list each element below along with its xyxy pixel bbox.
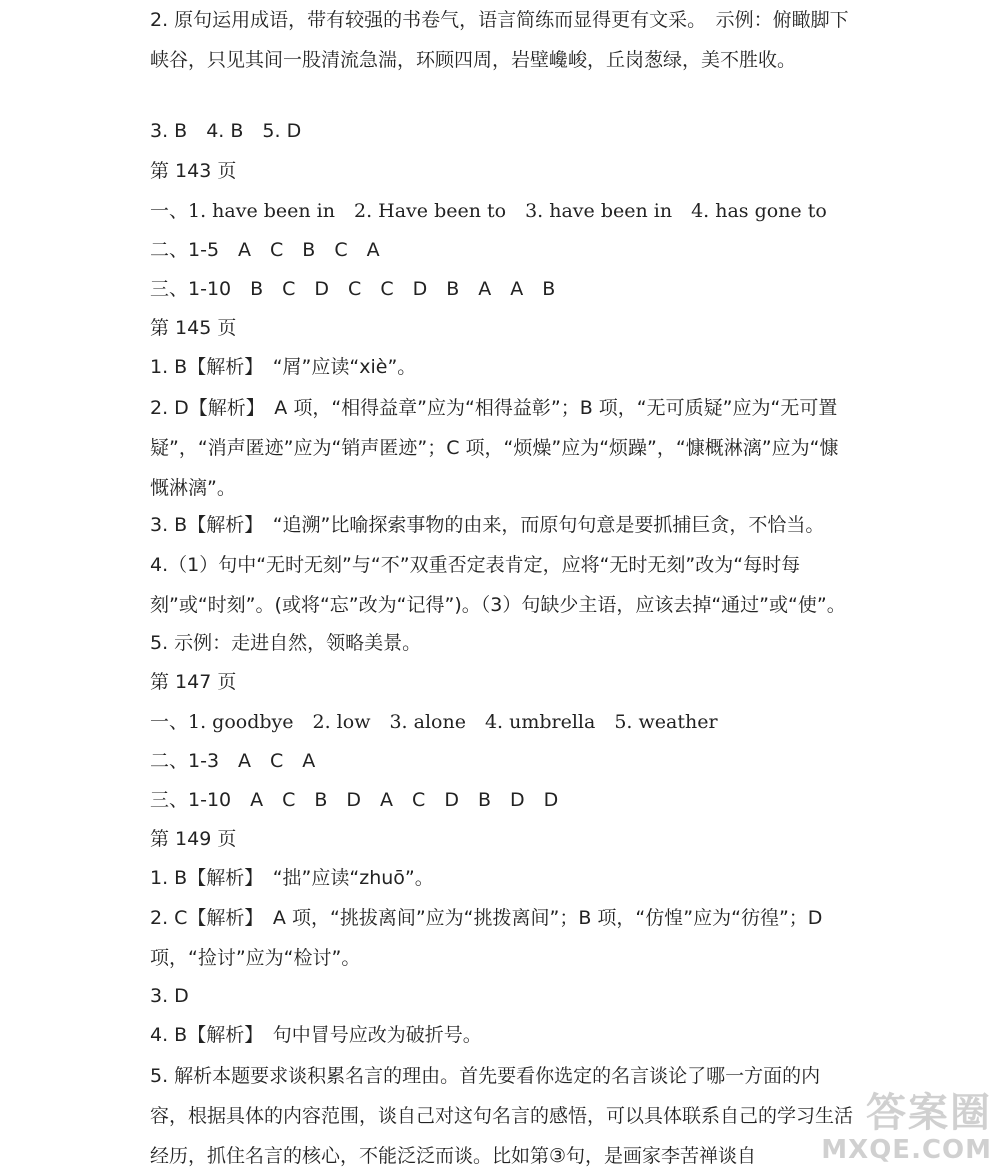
- answer-line: 2. 原句运用成语，带有较强的书卷气，语言简练而显得更有文采。 示例：俯瞰脚下峡谷，只见其间一股清流急湍，环顾四周，岩壁巉峻，丘岗葱绿，美不胜收。: [150, 9, 849, 71]
- answer-line: 2. D【解析】 A 项，“相得益章”应为“相得益彰”；B 项，“无可质疑”应为“无可置疑”，“消声匿迹”应为“销声匿迹”；C 项，“烦燥”应为“烦躁”，“慷概淋漓”应为“慷慨淋漓”。: [150, 397, 839, 499]
- answer-line: 三、1-10 B C D C C D B A A B: [150, 278, 556, 300]
- answer-line: 3. B【解析】 “追溯”比喻探索事物的由来，而原句句意是要抓捕巨贪，不恰当。: [150, 514, 825, 536]
- answer-line: 4.（1）句中“无时无刻”与“不”双重否定表肯定，应将“无时无刻”改为“每时每刻”或“时刻”。(或将“忘”改为“记得”)。（3）句缺少主语，应该去掉“通过”或“使”。: [150, 554, 846, 616]
- answer-line: 三、1-10 A C B D A C D B D D: [150, 789, 559, 811]
- answer-line: 3. D: [150, 985, 189, 1007]
- section-heading: 第 149 页: [150, 828, 237, 850]
- answer-line: 二、1-3 A C A: [150, 750, 316, 772]
- answer-line: 4. B【解析】 句中冒号应改为破折号。: [150, 1024, 482, 1046]
- watermark-mark: 答案圈: [866, 1090, 992, 1136]
- answer-line: 1. B【解析】 “拙”应读“zhuō”。: [150, 867, 434, 889]
- answer-line: 2. C【解析】 A 项，“挑拔离间”应为“挑拨离间”；B 项，“仿惶”应为“彷徨”；D 项，“捡讨”应为“检讨”。: [150, 907, 823, 969]
- answer-line: 5. 示例：走进自然，领略美景。: [150, 632, 422, 654]
- answer-line: 1. B【解析】 “屑”应读“xiè”。: [150, 356, 417, 378]
- section-heading: 第 143 页: [150, 160, 237, 182]
- answer-line: 5. 解析本题要求谈积累名言的理由。首先要看你选定的名言谈论了哪一方面的内容，根据具体的内容范围，谈自己对这句名言的感悟，可以具体联系自己的学习生活经历，抓住名言的核心，不能泛泛而谈。比如第③句，是画家李苦禅谈自: [150, 1065, 854, 1167]
- answer-line: 3. B 4. B 5. D: [150, 120, 302, 142]
- section-heading: 第 145 页: [150, 317, 237, 339]
- section-heading: 第 147 页: [150, 671, 237, 693]
- answer-line: 一、1. have been in 2. Have been to 3. have been in 4. has gone to: [150, 200, 827, 222]
- answer-line: 一、1. goodbye 2. low 3. alone 4. umbrella 5. weather: [150, 711, 718, 733]
- watermark-url: MXQE.COM: [821, 1135, 992, 1165]
- answer-line: 二、1-5 A C B C A: [150, 239, 380, 261]
